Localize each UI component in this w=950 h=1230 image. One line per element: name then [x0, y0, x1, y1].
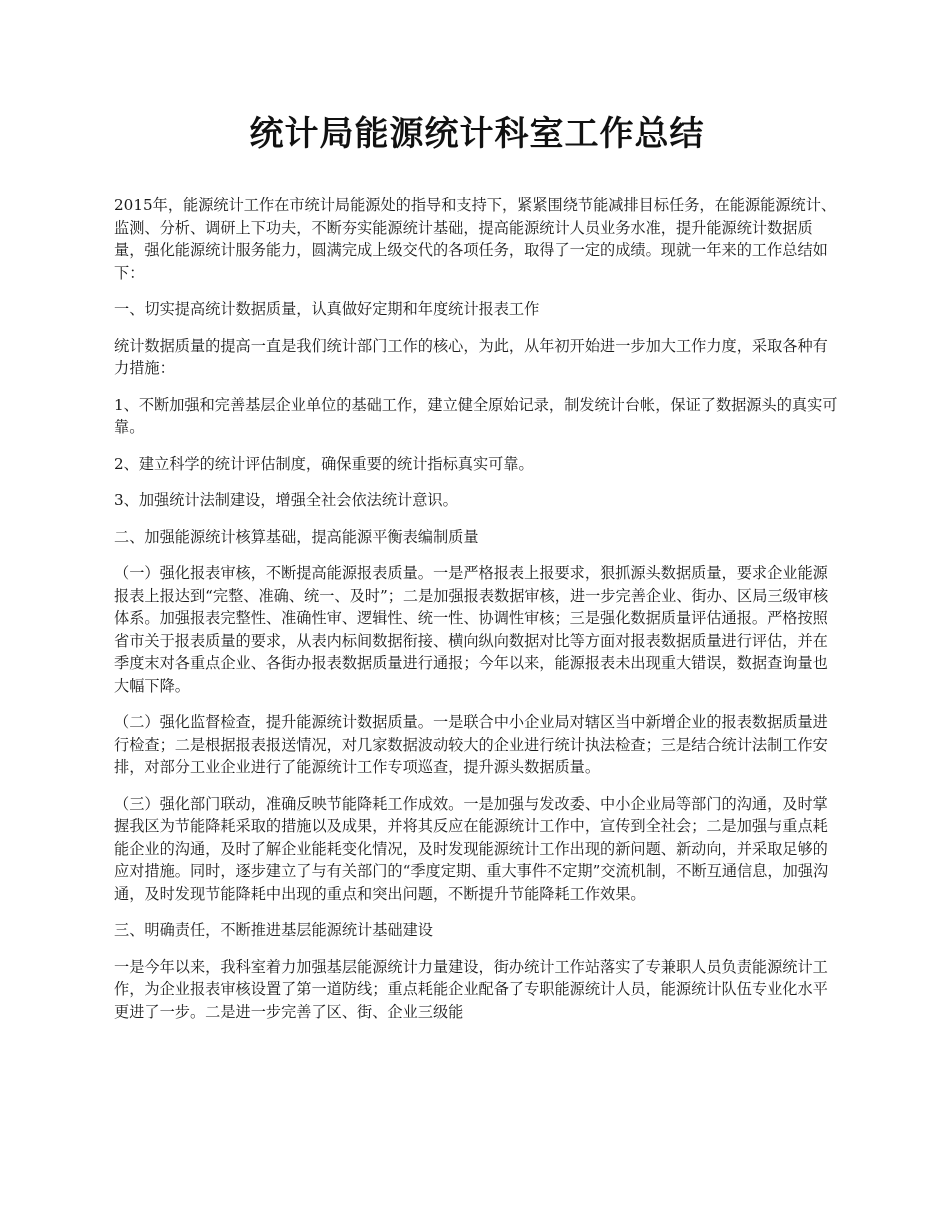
section-heading-2: 二、加强能源统计核算基础，提高能源平衡表编制质量 — [114, 527, 479, 546]
section-heading-1: 一、切实提高统计数据质量，认真做好定期和年度统计报表工作 — [114, 300, 540, 318]
list-item-2: 2、建立科学的统计评估制度，确保重要的统计指标真实可靠。 — [114, 454, 534, 473]
section-heading-3: 三、明确责任，不断推进基层能源统计基础建设 — [114, 921, 433, 939]
subsection-2-paragraph: （二）强化监督检查，提升能源统计数据质量。一是联合中小企业局对辖区当中新增企业的报表数据质量进行检查；二是根据报表报送情况，对几家数据波动较大的企业进行统计执法检查；三是结合统计法制工作安排，对部分工业企业进行了能源统计工作专项巡查，提升源头数据质量。 — [114, 713, 828, 776]
body-paragraph-final: 一是今年以来，我科室着力加强基层能源统计力量建设，街办统计工作站落实了专兼职人员负责能源统计工作，为企业报表审核设置了第一道防线；重点耗能企业配备了专职能源统计人员，能源统计队伍专业化水平更进了一步。二是进一步完善了区、街、企业三级能 — [114, 957, 828, 1021]
document-title: 统计局能源统计科室工作总结 — [249, 114, 705, 154]
intro-paragraph: 2015年，能源统计工作在市统计局能源处的指导和支持下，紧紧围绕节能减排目标任务，在能源能源统计、监测、分析、调研上下功夫，不断夯实能源统计基础，提高能源统计人员业务水准，提升能源统计数据质量，强化能源统计服务能力，圆满完成上级交代的各项任务，取得了一定的成绩。现就一年来的工作总结如下： — [114, 196, 837, 282]
body-paragraph: 统计数据质量的提高一直是我们统计部门工作的核心，为此，从年初开始进一步加大工作力度，采取各种有力措施： — [114, 336, 828, 377]
subsection-1-paragraph: （一）强化报表审核，不断提高能源报表质量。一是严格报表上报要求，狠抓源头数据质量，要求企业能源报表上报达到“完整、准确、统一、及时”；二是加强报表数据审核，进一步完善企业、街办、区局三级审核体系。加强报表完整性、准确性审、逻辑性、统一性、协调性审核；三是强化数据质量评估通报。严格按照省市关于报表质量的要求，从表内标间数据衔接、横向纵向数据对比等方面对报表数据质量进行评估，并在季度末对各重点企业、各街办报表数据质量进行通报；今年以来，能源报表未出现重大错误，数据查询量也大幅下降。 — [114, 564, 829, 695]
list-item-3: 3、加强统计法制建设，增强全社会依法统计意识。 — [114, 491, 458, 509]
list-item-1: 1、不断加强和完善基层企业单位的基础工作，建立健全原始记录，制发统计台帐，保证了数据源头的真实可靠。 — [114, 395, 838, 436]
subsection-3-paragraph: （三）强化部门联动，准确反映节能降耗工作成效。一是加强与发改委、中小企业局等部门的沟通，及时掌握我区为节能降耗采取的措施以及成果，并将其反应在能源统计工作中，宣传到全社会；二是加强与重点耗能企业的沟通，及时了解企业能耗变化情况，及时发现能源统计工作出现的新问题、新动向，并采取足够的应对措施。同时，逐步建立了与有关部门的“季度定期、重大事件不定期”交流机制，不断互通信息，加强沟通，及时发现节能降耗中出现的重点和突出问题，不断提升节能降耗工作效果。 — [114, 794, 829, 903]
